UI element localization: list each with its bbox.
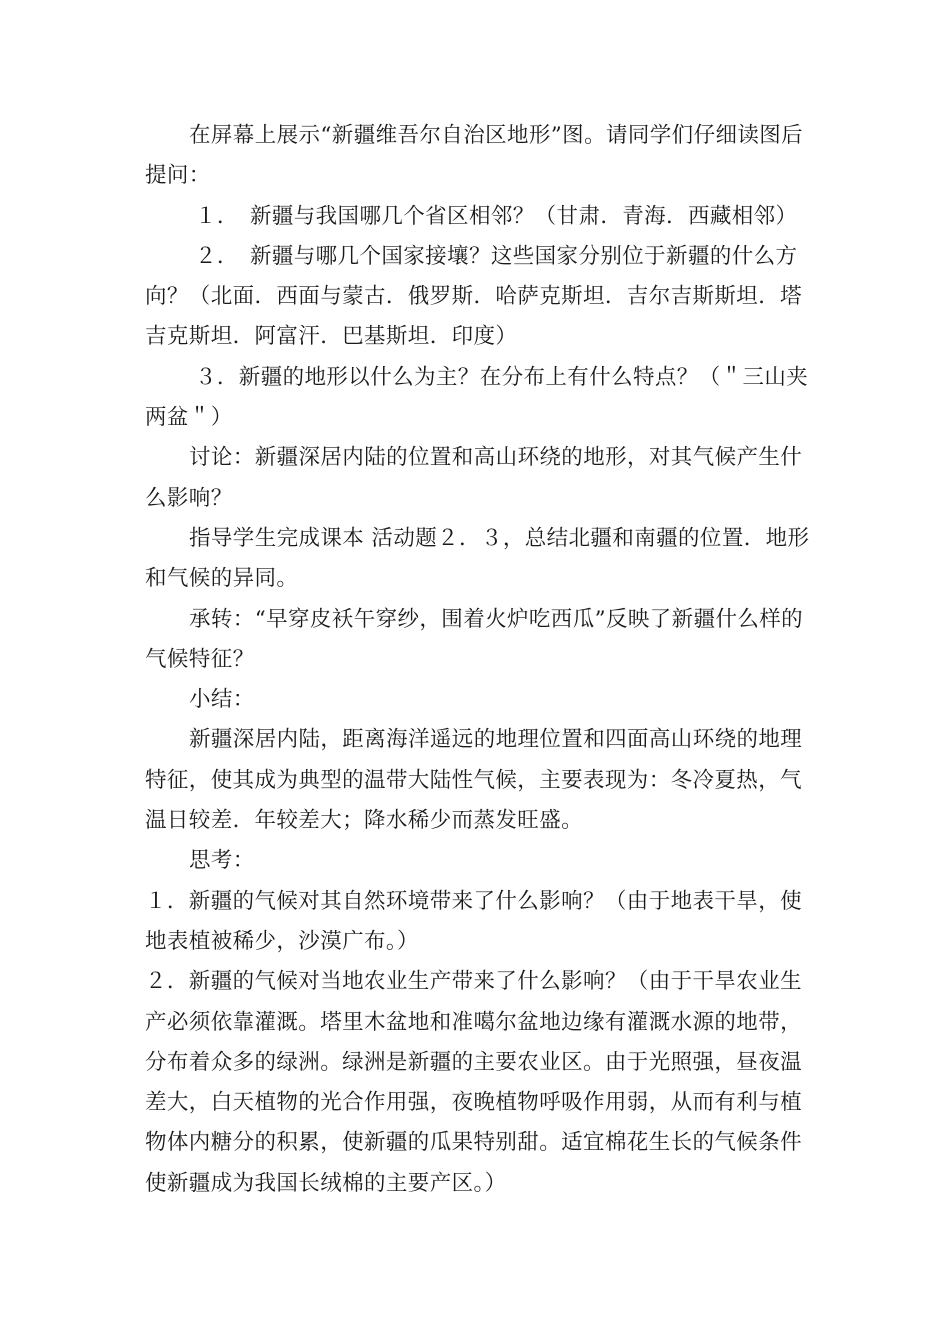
paragraph-intro: 在屏幕上展示“新疆维吾尔自治区地形”图。请同学们仔细读图后提问：	[145, 123, 804, 189]
paragraph-discussion: 讨论：新疆深居内陆的位置和高山环绕的地形，对其气候产生什么影响？	[145, 445, 803, 511]
paragraph-guide: 指导学生完成课本 活动题２．３，总结北疆和南疆的位置．地形和气候的异同。	[145, 525, 810, 592]
paragraph-transition: 承转：“早穿皮袄午穿纱，围着火炉吃西瓜”反映了新疆什么样的气候特征？	[145, 606, 804, 672]
paragraph-think-1: １．新疆的气候对其自然环境带来了什么影响？（由于地表干旱，使地表植被稀少，沙漠广布。）	[145, 888, 803, 954]
paragraph-question-1: １． 新疆与我国哪几个省区相邻？（甘肃．青海．西藏相邻）	[195, 203, 798, 229]
paragraph-summary: 新疆深居内陆，距离海洋遥远的地理位置和四面高山环绕的地理特征，使其成为典型的温带大陆性气候，主要表现为：冬冷夏热，气温日较差．年较差大；降水稀少而蒸发旺盛。	[145, 727, 803, 834]
paragraph-question-3: ３．新疆的地形以什么为主？在分布上有什么特点？（＂三山夹两盆＂）	[145, 364, 809, 431]
paragraph-think-title: 思考：	[189, 848, 255, 874]
document-page	[145, 116, 810, 1204]
paragraph-question-2: ２． 新疆与哪几个国家接壤？这些国家分别位于新疆的什么方向？（北面．西面与蒙古．俄罗斯．哈萨克斯坦．吉尔吉斯斯坦．塔吉克斯坦．阿富汗．巴基斯坦．印度）	[145, 243, 803, 350]
paragraph-summary-title: 小结：	[189, 687, 255, 713]
paragraph-think-2: ２．新疆的气候对当地农业生产带来了什么影响？（由于干旱农业生产必须依靠灌溉。塔里木盆地和准噶尔盆地边缘有灌溉水源的地带，分布着众多的绿洲。绿洲是新疆的主要农业区。由于光照强，昼夜温差大，白天植物的光合作用强，夜晚植物呼吸作用弱，从而有利与植物体内糖分的积累，使新疆的瓜果特别甜。适宜棉花生长的气候条件使新疆成为我国长绒棉的主要产区。）	[145, 969, 803, 1196]
